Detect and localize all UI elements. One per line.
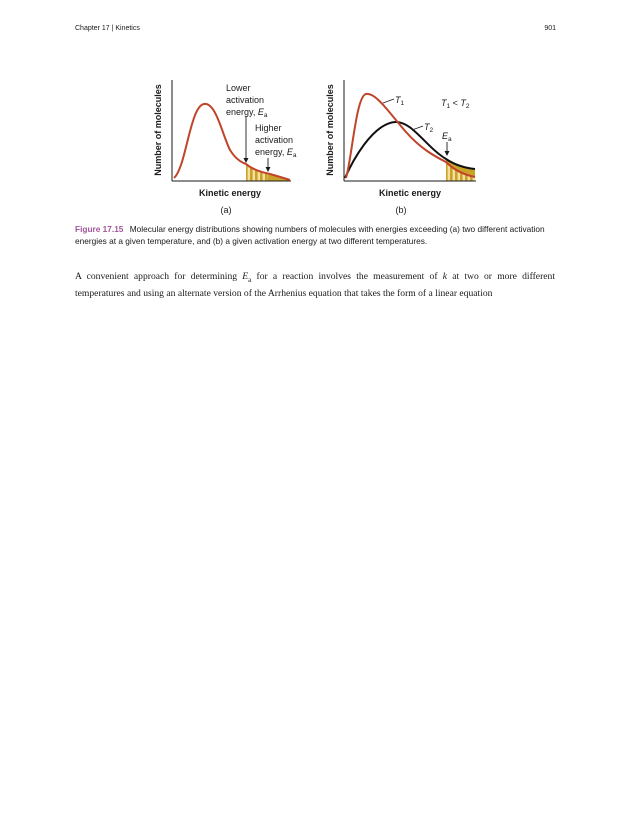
figure-17-15 xyxy=(150,72,490,222)
panel-a-ylabel: Number of molecules xyxy=(153,84,163,176)
panel-b-t1-label: $T_1$ xyxy=(395,95,405,107)
body-text-part-3: at two or more different temperatures and using an alternate version of the Arrhenius equation that takes the form of a linear equation xyxy=(75,271,555,299)
body-text-part-1: A convenient approach for determining xyxy=(75,271,243,282)
panel-b-xlabel: Kinetic energy xyxy=(378,188,442,198)
panel-a-xlabel: Kinetic energy xyxy=(198,188,262,198)
body-text-part-2: for a reaction involves the measurement of xyxy=(251,271,443,282)
panel-a-higher-ea-arrowhead xyxy=(266,167,271,172)
panel-b-temperature-comparison: $T_1 < T_2$ xyxy=(441,98,470,110)
panel-b-ea-label: $E_a$ xyxy=(442,131,452,143)
figure-label: Figure 17.15 xyxy=(75,224,124,234)
rate-constant-symbol: k xyxy=(442,271,448,282)
caption-text: Molecular energy distributions showing numbers of molecules with energies exceeding (a) two different activation energies at a given temperature, and (b) a given activation energy at two different temperatures. xyxy=(75,224,545,246)
panel-b-t2-leader xyxy=(412,126,423,130)
panel-b-t1-leader xyxy=(383,99,394,103)
body-paragraph xyxy=(75,270,555,301)
panel-b-ylabel: Number of molecules xyxy=(325,84,335,176)
ea-subscript: a xyxy=(248,275,252,284)
energy-distribution-figure xyxy=(150,72,490,222)
panel-a xyxy=(153,80,297,215)
page-header xyxy=(75,25,556,37)
panel-b-t2-label: $T_2$ xyxy=(424,122,434,134)
panel-b-label: (b) xyxy=(395,205,407,215)
panel-a-label: (a) xyxy=(220,205,232,215)
panel-a-higher-ea-label: Higher activation energy, $E_a$ xyxy=(255,123,297,159)
figure-caption xyxy=(75,223,555,247)
chapter-title: Chapter 17 | Kinetics xyxy=(75,25,140,32)
ea-symbol: E xyxy=(242,271,249,282)
panel-b-ea-arrowhead xyxy=(445,151,450,156)
panel-b xyxy=(325,80,476,215)
panel-a-lower-ea-label: Lower activation energy, $E_a$ xyxy=(226,83,268,119)
page-number: 901 xyxy=(544,25,556,32)
